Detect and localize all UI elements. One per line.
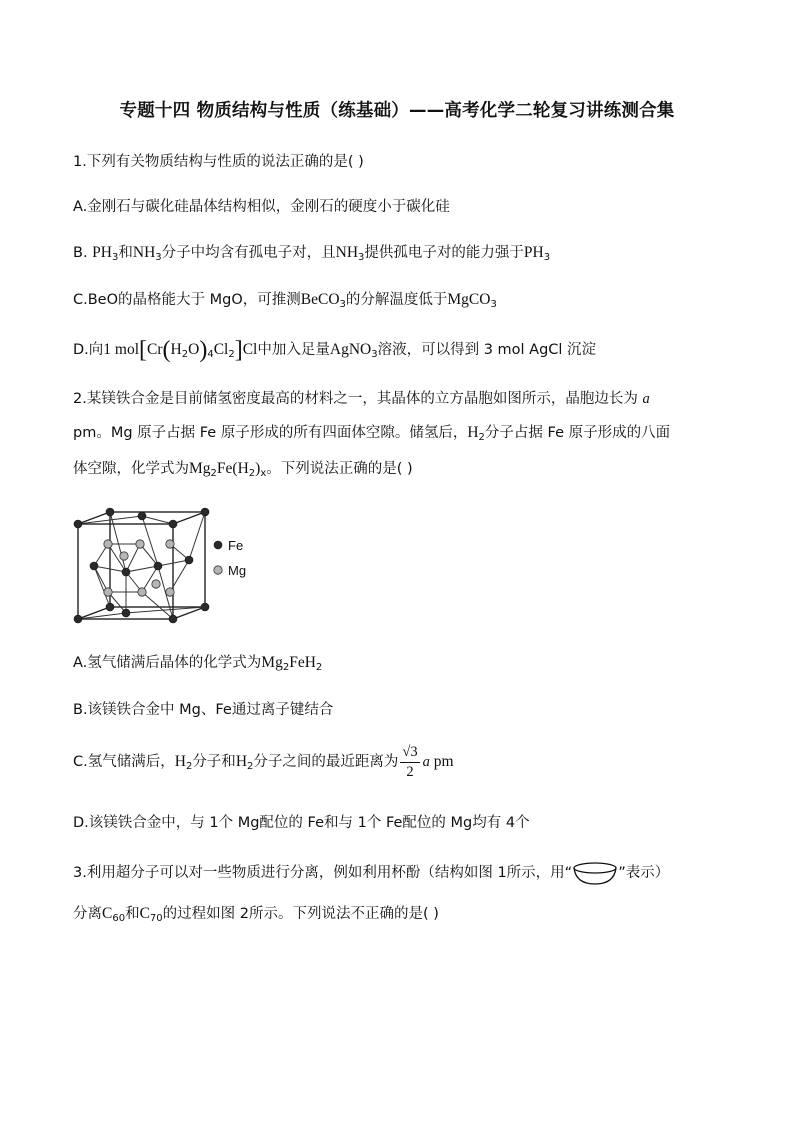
page-title: 专题十四 物质结构与性质（练基础）——高考化学二轮复习讲练测合集 (119, 101, 675, 121)
legend-mg-label: Mg (228, 563, 247, 578)
sqrt3-over-2-fraction: $\frac{√3}{2}$ (402, 744, 418, 780)
question-1-stem: 1.下列有关物质结构与性质的说法正确的是( ) (73, 154, 364, 170)
question-1-option-b: B. $PH_3$和$NH_3$分子中均含有孤电子对，且$NH_3$提供孤电子对的能力强于$PH_3$ (73, 244, 551, 263)
question-2-option-b: B.该镁铁合金中 Mg、Fe通过离子键结合 (73, 702, 334, 718)
crystal-cell-diagram (70, 500, 270, 625)
question-3-line-1: 3.利用超分子可以对一些物质进行分离，例如利用杯酚（结构如图 1所示，用“ ”表示） (73, 860, 669, 886)
question-1-option-a: A.金刚石与碳化硅晶体结构相似，金刚石的硬度小于碳化硅 (73, 199, 450, 215)
legend-fe-label: Fe (228, 538, 244, 553)
question-2-option-c: C.氢气储满后，$H_2$分子和$H_2$分子之间的最近距离为 $\frac{√3}{2}$ a pm (73, 744, 454, 780)
question-2-option-a: A.氢气储满后晶体的化学式为$Mg_2FeH_2$ (73, 654, 323, 673)
question-3-line-2: 分离$C_{60}$和$C_{70}$的过程如图 2所示。下列说法不正确的是( ) (73, 905, 439, 924)
question-2-line-1: 2.某镁铁合金是目前储氢密度最高的材料之一，其晶体的立方晶胞如图所示，晶胞边长为 a (73, 391, 650, 407)
question-2-line-2: pm。Mg 原子占据 Fe 原子形成的所有四面体空隙。储氢后，$H_2$分子占据 Fe 原子形成的八面 (73, 424, 671, 443)
question-2-line-3: 体空隙，化学式为$Mg_2Fe(H_2)_x$。下列说法正确的是( ) (73, 460, 413, 479)
bowl-icon (572, 860, 618, 886)
question-2-option-d: D.该镁铁合金中，与 1个 Mg配位的 Fe和与 1个 Fe配位的 Mg均有 4个 (73, 815, 530, 831)
question-1-option-c: C.BeO的晶格能大于 MgO，可推测BeCO$_3$的分解温度低于MgCO$_3$ (73, 291, 497, 310)
question-1-option-d: D.向1 $mol[Cr(H_2O)_4Cl_2]Cl$中加入足量AgNO$_3$溶液，可以得到 3 mol AgCl 沉淀 (73, 337, 597, 363)
